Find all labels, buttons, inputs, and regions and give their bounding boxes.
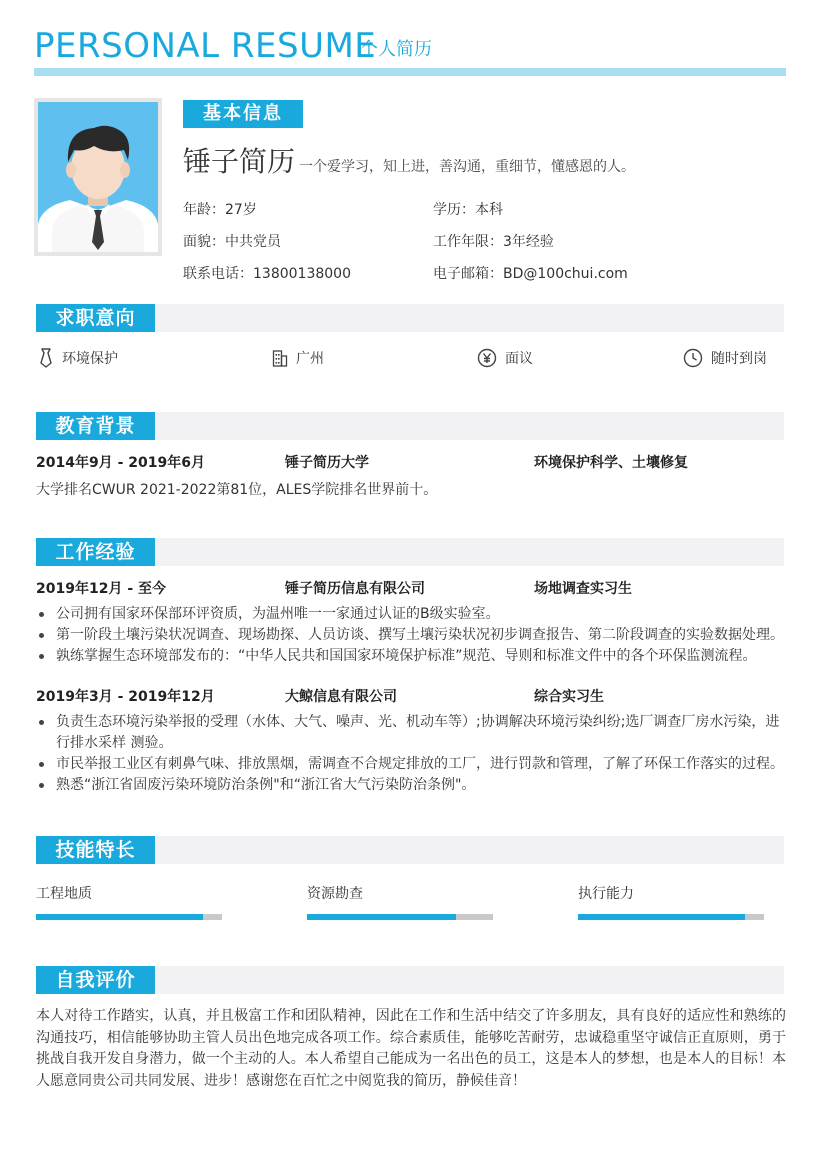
job-row-2 [36,686,784,706]
intent-industry-label: 环境保护 [62,351,118,367]
education-school: 锤子简历大学 [285,455,369,471]
clock-icon [683,348,703,368]
info-age: 年龄：27岁 [183,202,257,218]
intent-item-city [272,346,324,370]
section-label-basic-info: 基本信息 [183,100,303,128]
job-2-company: 大鲸信息有限公司 [285,689,397,705]
info-phone: 联系电话：13800138000 [183,266,351,282]
skill-1-fill [36,914,203,920]
person-avatar-icon [38,102,158,252]
education-period: 2014年9月 - 2019年6月 [36,455,205,471]
skill-3-bar [578,914,764,920]
section-label-work: 工作经验 [36,538,155,566]
skill-item-3 [578,884,764,904]
list-item: 第一阶段土壤污染状况调查、现场勘探、人员访谈、撰写土壤污染状况初步调查报告、第二阶段调查的实验数据处理。 [36,625,784,646]
education-row [36,452,784,472]
education-major: 环境保护科学、土壤修复 [534,455,688,471]
skill-item-1 [36,884,222,904]
info-work-years: 工作年限：3年经验 [433,234,554,250]
section-label-job-intent: 求职意向 [36,304,155,332]
job-1-company: 锤子简历信息有限公司 [285,581,425,597]
list-item: 负责生态环境污染举报的受理（水体、大气、噪声、光、机动车等）;协调解决环境污染纠纷;选厂调查厂房水污染，进行排水采样 测验。 [36,712,784,754]
education-note: 大学排名CWUR 2021-2022第81位，ALES学院排名世界前十。 [36,482,438,498]
resume-header [34,26,786,78]
list-item: 熟悉“浙江省固废污染环境防治条例"和“浙江省大气污染防治条例"。 [36,775,784,796]
intent-item-availability [683,346,767,370]
skill-3-fill [578,914,745,920]
job-2-period: 2019年3月 - 2019年12月 [36,689,215,705]
section-header-work [36,538,784,566]
self-evaluation-text: 本人对待工作踏实，认真，并且极富工作和团队精神，因此在工作和生活中结交了许多朋友，具有良好的适应性和熟练的沟通技巧，相信能够协助主管人员出色地完成各项工作。综合素质佳，能够吃苦耐劳，忠诚稳重坚守诚信正直原则，勇于挑战自我开发自身潜力，做一个主动的人。本人希望自己能成为一名出色的员工，这是本人的梦想，也是本人的目标！本人愿意同贵公司共同发展、进步！感谢您在百忙之中阅览我的简历，静候佳音！ [36,1008,786,1089]
job-2-duties [36,712,784,796]
job-1-role: 场地调查实习生 [534,581,632,597]
tie-icon [38,348,54,368]
name-motto-line [183,140,635,176]
intent-item-industry [38,346,118,370]
title-english: PERSONAL RESUME [34,26,377,66]
skill-1-bar [36,914,222,920]
job-row-1 [36,578,784,598]
skill-2-fill [307,914,456,920]
title-chinese: 个人简历 [360,39,432,60]
section-label-education: 教育背景 [36,412,155,440]
person-name: 锤子简历 [183,145,296,178]
section-header-job-intent [36,304,784,332]
list-item: 孰练掌握生态环境部发布的：“中华人民共和国国家环境保护标准”规范、导则和标准文件中的各个环保监测流程。 [36,646,784,667]
personal-motto: 一个爱学习，知上进，善沟通，重细节，懂感恩的人。 [299,159,636,175]
skill-2-name: 资源勘查 [307,886,363,902]
skill-item-2 [307,884,493,904]
list-item: 市民举报工业区有刺鼻气味、排放黑烟，需调查不合规定排放的工厂，进行罚款和管理，了解了环保工作落实的过程。 [36,754,784,775]
intent-salary-label: 面议 [505,351,533,367]
avatar [34,98,162,256]
job-1-duties [36,604,784,667]
info-political-status: 面貌：中共党员 [183,234,281,250]
section-header-education [36,412,784,440]
section-label-skills: 技能特长 [36,836,155,864]
section-header-skills [36,836,784,864]
section-label-self-eval: 自我评价 [36,966,155,994]
yen-icon [477,348,497,368]
list-item: 公司拥有国家环保部环评资质，为温州唯一一家通过认证的B级实验室。 [36,604,784,625]
skill-1-name: 工程地质 [36,886,92,902]
skill-2-bar [307,914,493,920]
job-2-role: 综合实习生 [534,689,604,705]
job-1-period: 2019年12月 - 至今 [36,581,167,597]
intent-availability-label: 随时到岗 [711,351,767,367]
info-education: 学历：本科 [433,202,503,218]
building-icon [272,349,288,367]
intent-city-label: 广州 [296,351,324,367]
info-email: 电子邮箱：BD@100chui.com [433,266,628,282]
section-header-self-eval [36,966,784,994]
header-underline [34,68,786,76]
intent-item-salary [477,346,533,370]
skill-3-name: 执行能力 [578,886,634,902]
